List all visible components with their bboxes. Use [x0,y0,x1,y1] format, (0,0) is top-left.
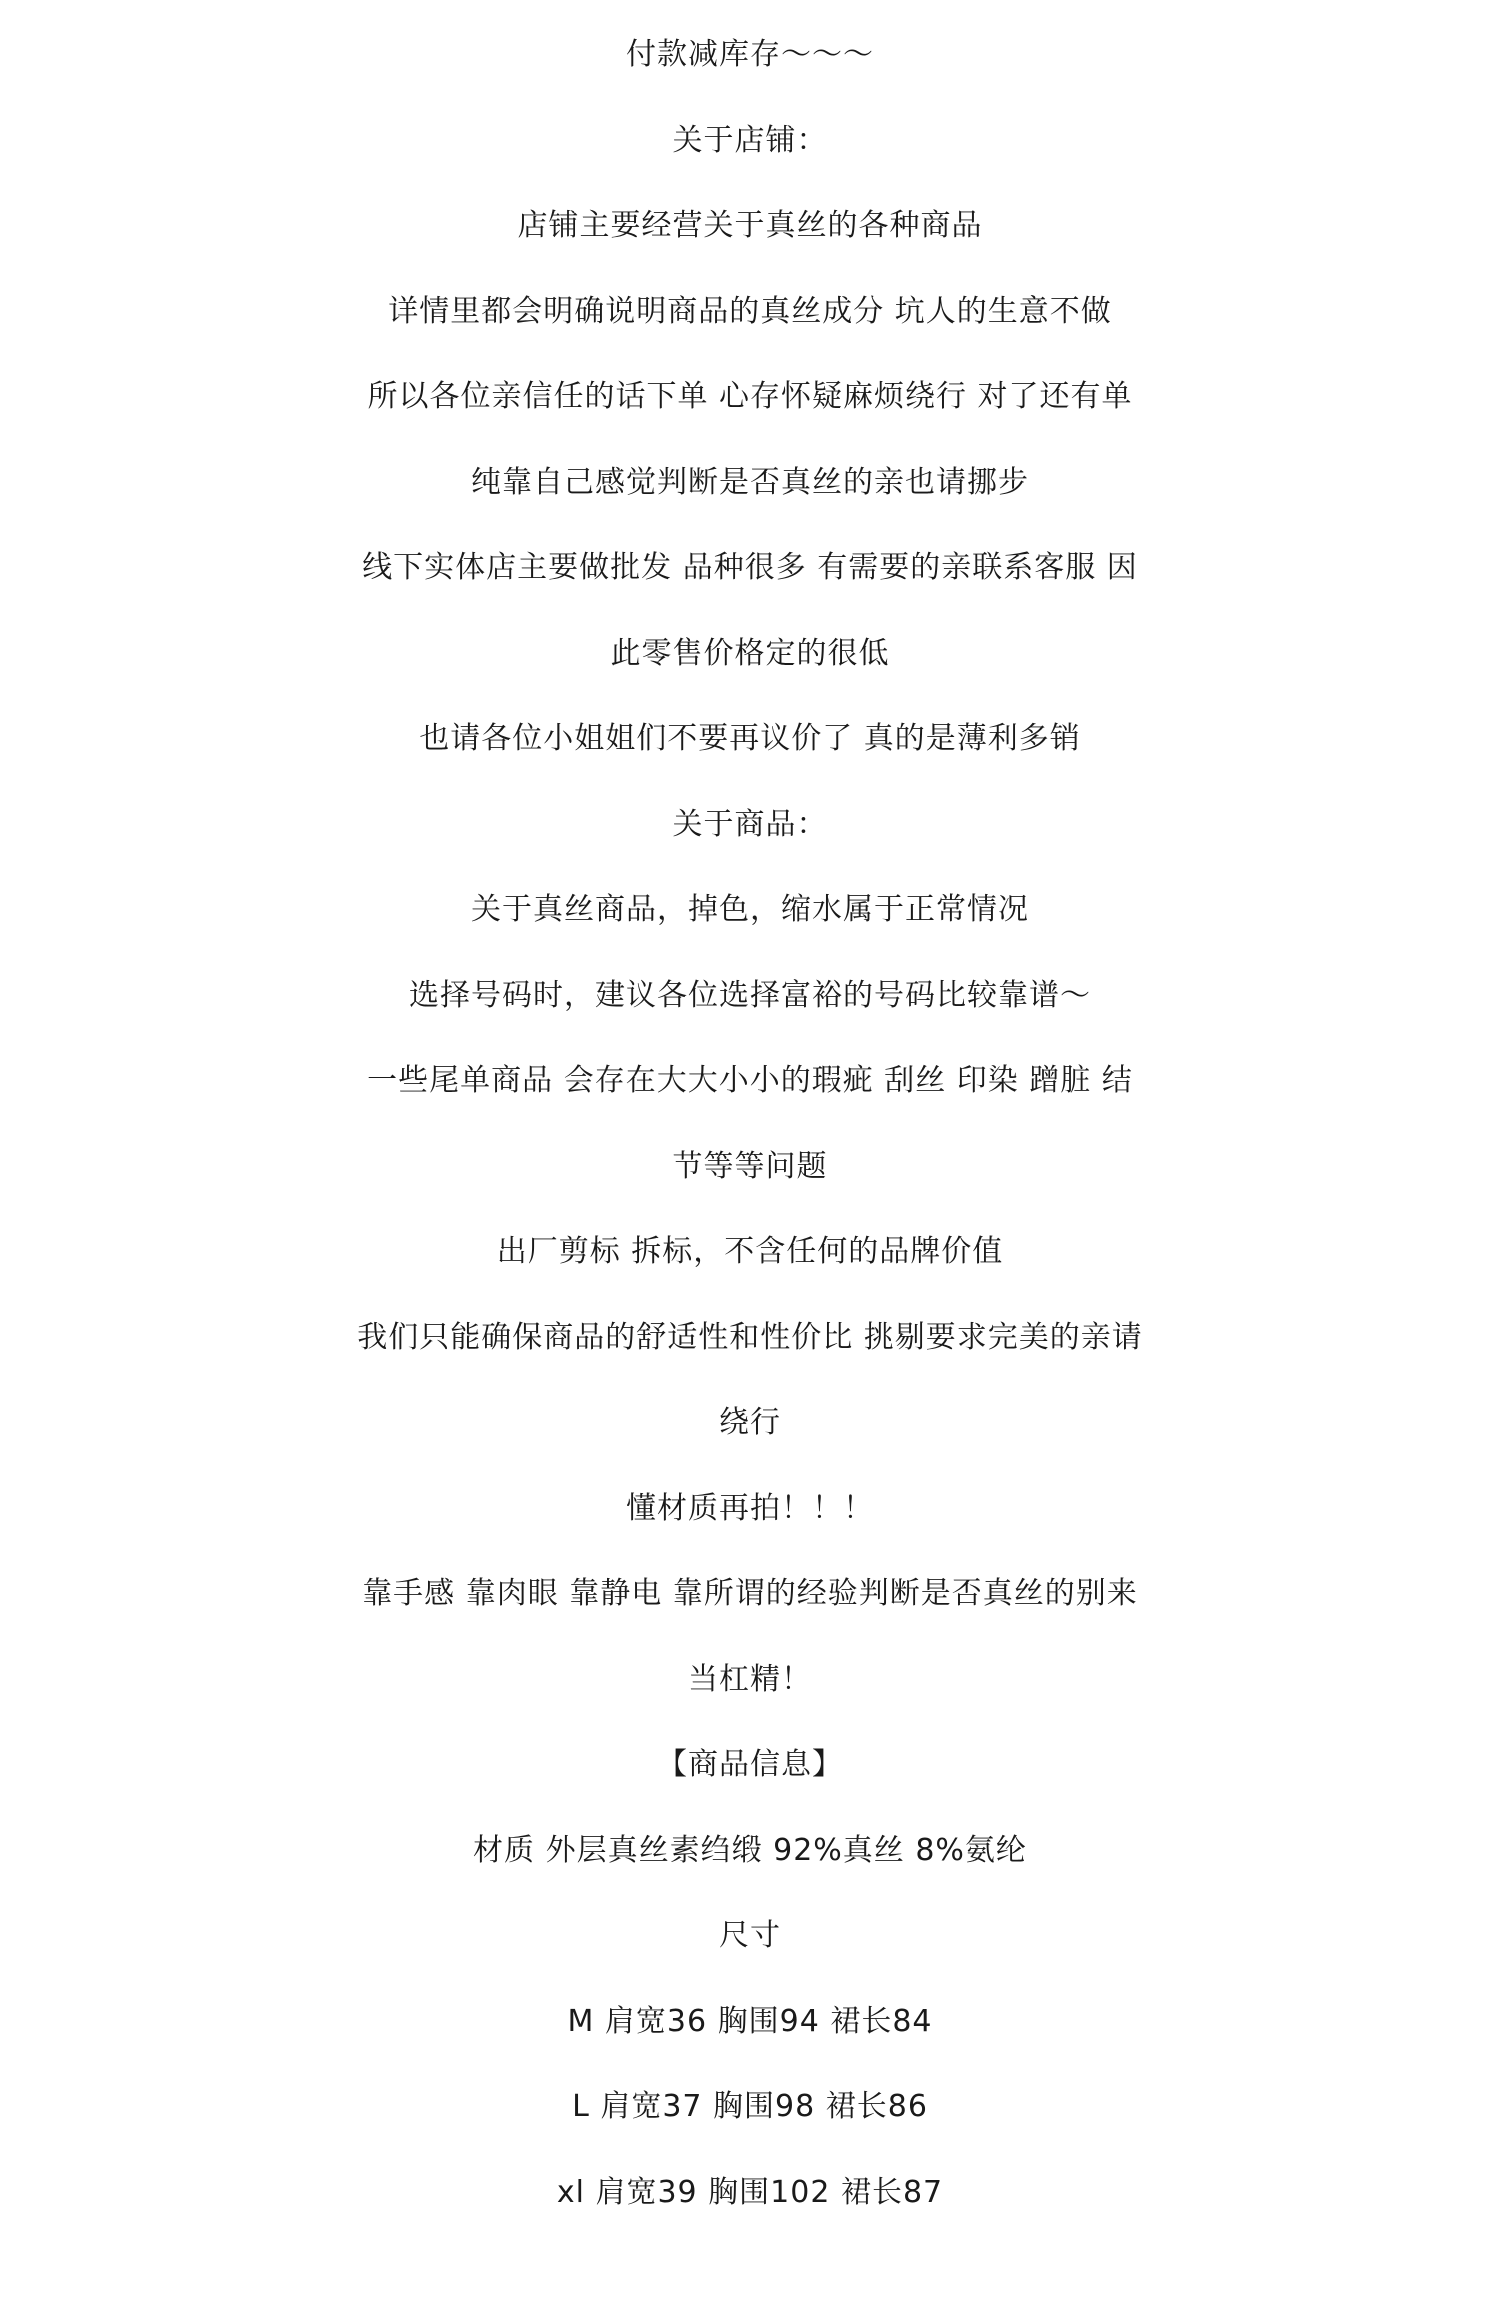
size-row-m: M 肩宽36 胸围94 裙长84 [567,2003,933,2039]
text-line-judging-warning: 靠手感 靠肉眼 靠静电 靠所谓的经验判断是否真丝的别来 [362,1576,1138,1611]
text-line-judgement-note: 纯靠自己感觉判断是否真丝的亲也请挪步 [471,464,1029,500]
text-line-no-bargain-note: 也请各位小姐姐们不要再议价了 真的是薄利多销 [419,721,1081,756]
text-line-comfort-value-note: 我们只能确保商品的舒适性和性价比 挑剔要求完美的亲请 [357,1319,1143,1355]
size-row-l: L 肩宽37 胸围98 裙长86 [572,2089,928,2124]
text-line-judging-warning-cont: 当杠精！ [688,1661,812,1697]
heading-size: 尺寸 [719,1918,781,1953]
text-line-label-removed-note: 出厂剪标 拆标，不含任何的品牌价值 [496,1234,1004,1269]
heading-product-info: 【商品信息】 [657,1747,843,1782]
text-line-defects-note-cont: 节等等问题 [672,1148,828,1184]
heading-about-shop: 关于店铺： [672,122,828,158]
size-row-xl: xl 肩宽39 胸围102 裙长87 [556,2174,944,2210]
text-line-defects-note: 一些尾单商品 会存在大大小小的瑕疵 刮丝 印染 蹭脏 结 [367,1063,1133,1098]
text-line-material-warning: 懂材质再拍！！！ [626,1490,874,1526]
text-line-material: 材质 外层真丝素绉缎 92%真丝 8%氨纶 [473,1832,1027,1868]
text-line-size-advice: 选择号码时，建议各位选择富裕的号码比较靠谱～ [409,977,1091,1013]
text-line-shop-main-business: 店铺主要经营关于真丝的各种商品 [517,208,983,243]
text-line-fading-shrink-note: 关于真丝商品，掉色，缩水属于正常情况 [471,892,1029,927]
text-line-wholesale-note: 线下实体店主要做批发 品种很多 有需要的亲联系客服 因 [362,550,1138,585]
text-line-low-price-note: 此零售价格定的很低 [610,635,890,671]
text-line-comfort-value-note-cont: 绕行 [719,1405,781,1440]
heading-about-product: 关于商品： [672,806,828,842]
product-description-text [0,12,1500,2235]
text-line-trust-note: 所以各位亲信任的话下单 心存怀疑麻烦绕行 对了还有单 [367,379,1133,414]
text-line-silk-content-note: 详情里都会明确说明商品的真丝成分 坑人的生意不做 [388,293,1112,329]
text-line-inventory-note: 付款减库存～～～ [626,37,874,72]
